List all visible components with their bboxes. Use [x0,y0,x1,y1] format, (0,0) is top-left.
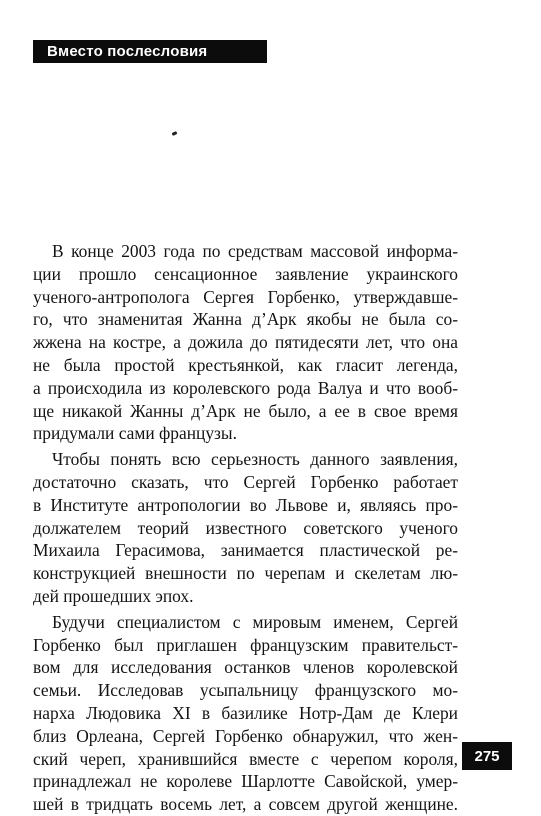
text-line: го, что знаменитая Жанна д’Арк якобы не была со- [33,309,458,330]
text-line: придумали сами французы. [33,423,237,444]
text-line: жжена на костре, а дожила до пятидесяти лет, что она [33,332,458,353]
text-line: достаточно сказать, что Сергей Горбенко работает [33,471,458,492]
text-line: В конце 2003 года по средствам массовой информа- [52,241,458,261]
text-line: шей в тридцать восемь лет, а совсем другой женщине. [33,794,458,815]
paragraph-2 [33,448,458,608]
paragraph-1 [33,240,458,445]
text-line: принадлежал не королеве Шарлотте Савойской, умер- [33,771,458,792]
text-line: ученого-антрополога Сергея Горбенко, утверждавше- [33,286,458,307]
text-line: должателем теорий известного советского ученого [33,517,458,538]
text-line: нарха Людовика XI в базилике Нотр-Дам де Клери [33,702,458,723]
section-header-bar [33,40,267,63]
text-line: Будучи специалистом с мировым именем, Сергей [52,611,458,632]
text-line: дей прошедших эпох. [33,585,194,606]
text-line: конструкцией внешности по черепам и скелетам лю- [33,563,458,584]
text-line: Михаила Герасимова, занимается пластической ре- [33,540,458,561]
ornament-mark [172,131,178,136]
text-line: в Институте антропологии во Львове и, являясь про- [33,494,458,515]
text-line: близ Орлеана, Сергей Горбенко обнаружил, что жен- [33,725,458,746]
text-line: ще никакой Жанны д’Арк не было, а ее в свое время [33,400,458,421]
text-line: ский череп, хранившийся вместе с черепом короля, [33,748,458,769]
text-line: Чтобы понять всю серьезность данного заявления, [52,449,458,470]
text-line: ции прошло сенсационное заявление украинского [33,263,458,284]
page-number: 275 [462,742,512,770]
text-line: Горбенко был приглашен французским правительст- [33,634,458,655]
body-text [33,240,458,816]
section-title: Вместо послесловия [47,43,208,60]
text-line: не была простой крестьянкой, как гласит легенда, [33,354,458,375]
text-line: а происходила из королевского рода Валуа и что вооб- [33,377,458,398]
paragraph-3 [33,611,458,816]
text-line: семьи. Исследовав усыпальницу французского мо- [33,680,458,701]
text-line: вом для исследования останков членов королевской [33,657,458,678]
